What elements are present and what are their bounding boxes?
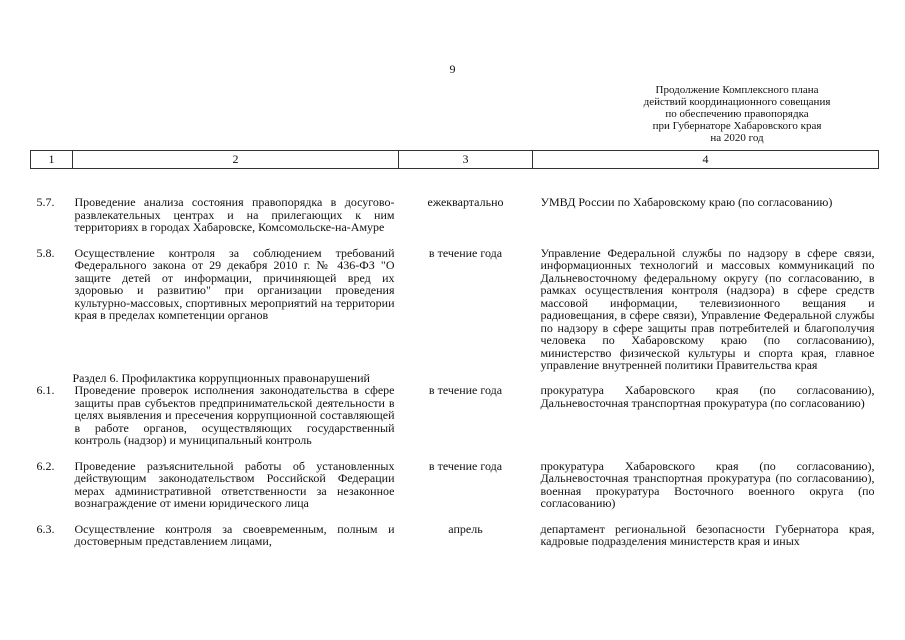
row-executors: УМВД России по Хабаровскому краю (по согласованию) — [540, 195, 833, 209]
table-header-row — [31, 151, 879, 169]
column-header: 2 — [73, 151, 399, 169]
row-executors: Управление Федеральной службы по надзору в сфере связи, информационных технологий и массовых коммуникаций по Дальневосточному федеральному округу (по согласованию, в рамках осуществления контроля (надзора) в сфере средств массовой информации, телевизионного вещания и радиовещания, в сфере связи), Управление Федеральной службы по надзору в сфере защиты прав потребителей и благополучия человека по Хабаровскому краю (по согласованию), министерство физической культуры и спорта края, главное управление внутренней политики Правительства края — [540, 245, 875, 372]
heading-line: на 2020 год — [710, 132, 764, 144]
row-term: апрель — [448, 521, 483, 536]
heading-line: действий координационного совещания — [643, 96, 831, 108]
column-header: 3 — [399, 151, 533, 169]
row-term: ежеквартально — [427, 195, 504, 209]
plan-table — [30, 150, 879, 548]
row-executors: прокуратура Хабаровского края (по согласованию), Дальневосточная транспортная прокуратура (по согласованию), военная прокуратура Восточного военного округа (по согласованию) — [540, 458, 875, 510]
table-row — [31, 523, 879, 548]
row-term: в течение года — [428, 245, 503, 260]
page-number: 9 — [449, 62, 456, 76]
table-row — [31, 460, 879, 510]
document-heading — [607, 84, 867, 144]
row-activity: Осуществление контроля за соблюдением требований Федерального закона от 29 декабря 2010 г. № 436-ФЗ "О защите детей от информации, причиняющей вред их здоровью и развитию" при организации проведения культурно-массовых, спортивных мероприятий на территории края в пределах компетенции органов — [74, 245, 395, 322]
heading-line: по обеспечению правопорядка — [665, 108, 809, 120]
row-number: 6.3. — [36, 521, 55, 536]
table-row — [31, 384, 879, 447]
row-number: 6.2. — [36, 458, 55, 473]
row-term: в течение года — [428, 458, 503, 473]
row-activity: Осуществление контроля за своевременным, полным и достоверным представлением лицами, — [74, 521, 395, 548]
table-row — [31, 169, 879, 234]
column-header: 4 — [533, 151, 879, 169]
row-term: в течение года — [428, 383, 503, 397]
row-number: 5.7. — [36, 195, 55, 209]
row-number: 5.8. — [36, 245, 55, 260]
row-number: 6.1. — [36, 383, 55, 397]
row-activity: Проведение анализа состояния правопорядка в досугово-развлекательных центрах и на прилегающих к ним территориях в городах Хабаровске, Комсомольске-на-Амуре — [74, 195, 395, 234]
table-row — [31, 247, 879, 372]
row-executors: департамент региональной безопасности Губернатора края, кадровые подразделения министерств края и иных — [540, 521, 875, 548]
row-activity: Проведение проверок исполнения законодательства в сфере защиты прав субъектов предпринимательской деятельности в целях выявления и пресечения коррупционной составляющей в работе органов, осуществляющих государственный контроль (надзор) и муниципальный контроль — [74, 383, 395, 447]
row-activity: Проведение разъяснительной работы об установленных действующим законодательством Российской Федерации мерах административной ответственности за незаконное вознаграждение от имени юридического лица — [74, 458, 395, 510]
heading-line: при Губернаторе Хабаровского края — [652, 120, 822, 132]
heading-line: Продолжение Комплексного плана — [655, 84, 819, 96]
row-executors: прокуратура Хабаровского края (по согласованию), Дальневосточная транспортная прокуратура (по согласованию) — [540, 383, 875, 410]
section-title: Раздел 6. Профилактика коррупционных правонарушений — [72, 370, 370, 385]
column-header: 1 — [31, 151, 73, 169]
